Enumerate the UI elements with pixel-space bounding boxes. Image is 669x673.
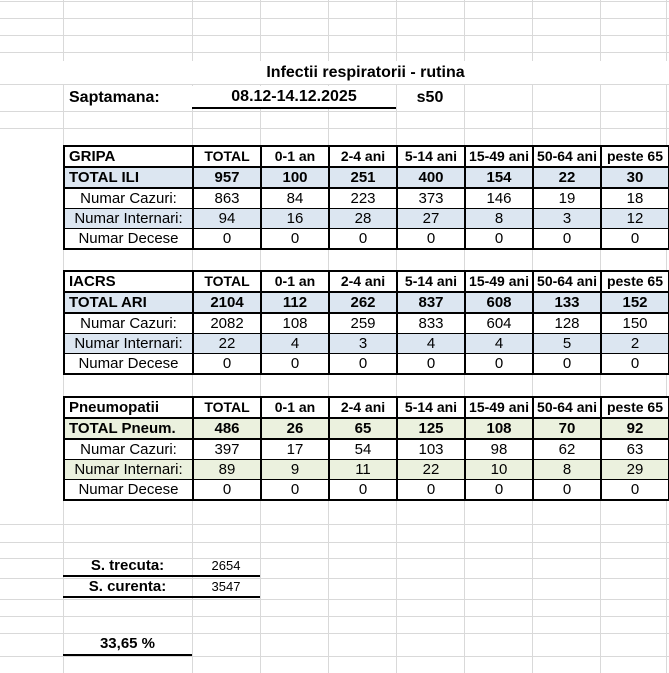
data-cell[interactable]: 22 bbox=[397, 460, 465, 480]
data-cell[interactable]: 259 bbox=[329, 313, 397, 334]
data-cell[interactable]: 2 bbox=[601, 334, 669, 354]
column-header-total[interactable]: TOTAL bbox=[193, 146, 261, 167]
row-label-numar-internari[interactable]: Numar Internari: bbox=[64, 460, 193, 480]
column-header-5-14-ani[interactable]: 5-14 ani bbox=[397, 271, 465, 292]
column-header-15-49-ani[interactable]: 15-49 ani bbox=[465, 146, 533, 167]
data-cell[interactable]: 0 bbox=[261, 354, 329, 375]
column-header-peste-65[interactable]: peste 65 bbox=[601, 397, 669, 418]
gridline bbox=[0, 128, 669, 129]
page-title: Infectii respiratorii - rutina bbox=[63, 61, 668, 84]
gridline bbox=[0, 616, 669, 617]
data-cell[interactable]: 27 bbox=[397, 209, 465, 229]
table-name-pneumopatii[interactable]: Pneumopatii bbox=[64, 397, 193, 418]
data-cell[interactable]: 12 bbox=[601, 209, 669, 229]
data-cell[interactable]: 0 bbox=[397, 229, 465, 250]
data-cell[interactable]: 152 bbox=[601, 292, 669, 313]
data-cell[interactable]: 98 bbox=[465, 439, 533, 460]
row-label-numar-decese[interactable]: Numar Decese bbox=[64, 229, 193, 250]
data-cell[interactable]: 16 bbox=[261, 209, 329, 229]
column-header-2-4-ani[interactable]: 2-4 ani bbox=[329, 397, 397, 418]
data-cell[interactable]: 0 bbox=[533, 480, 601, 501]
row-label-numar-internari[interactable]: Numar Internari: bbox=[64, 334, 193, 354]
column-header-0-1-an[interactable]: 0-1 an bbox=[261, 397, 329, 418]
data-cell[interactable]: 608 bbox=[465, 292, 533, 313]
iacrs-table bbox=[63, 270, 669, 375]
week-label: Saptamana: bbox=[66, 87, 163, 109]
data-cell[interactable]: 833 bbox=[397, 313, 465, 334]
gridline bbox=[0, 542, 669, 543]
current-week-label: S. curenta: bbox=[88, 578, 167, 595]
data-cell[interactable]: 17 bbox=[261, 439, 329, 460]
data-cell[interactable]: 0 bbox=[397, 480, 465, 501]
data-cell[interactable]: 54 bbox=[329, 439, 397, 460]
data-cell[interactable]: 30 bbox=[601, 167, 669, 188]
data-cell[interactable]: 397 bbox=[193, 439, 261, 460]
data-cell[interactable]: 3 bbox=[329, 334, 397, 354]
column-header-2-4-ani[interactable]: 2-4 ani bbox=[329, 271, 397, 292]
row-label-numar-cazuri[interactable]: Numar Cazuri: bbox=[64, 188, 193, 209]
data-cell[interactable]: 373 bbox=[397, 188, 465, 209]
data-cell[interactable]: 146 bbox=[465, 188, 533, 209]
gridline bbox=[0, 84, 669, 85]
column-header-15-49-ani[interactable]: 15-49 ani bbox=[465, 397, 533, 418]
row-label-numar-decese[interactable]: Numar Decese bbox=[64, 480, 193, 501]
data-cell[interactable]: 150 bbox=[601, 313, 669, 334]
column-header-50-64-ani[interactable]: 50-64 ani bbox=[533, 397, 601, 418]
data-cell[interactable]: 0 bbox=[193, 229, 261, 250]
data-cell[interactable]: 65 bbox=[329, 418, 397, 439]
data-cell[interactable]: 837 bbox=[397, 292, 465, 313]
row-label-numar-cazuri[interactable]: Numar Cazuri: bbox=[64, 313, 193, 334]
data-cell[interactable]: 11 bbox=[329, 460, 397, 480]
gridline bbox=[0, 1, 669, 2]
data-cell[interactable]: 0 bbox=[329, 229, 397, 250]
gridline bbox=[0, 18, 669, 19]
data-cell[interactable]: 62 bbox=[533, 439, 601, 460]
data-cell[interactable]: 10 bbox=[465, 460, 533, 480]
data-cell[interactable]: 100 bbox=[261, 167, 329, 188]
column-header-5-14-ani[interactable]: 5-14 ani bbox=[397, 397, 465, 418]
summary-row-current-week bbox=[63, 577, 260, 598]
data-cell[interactable]: 0 bbox=[601, 354, 669, 375]
data-cell[interactable]: 29 bbox=[601, 460, 669, 480]
percent-change-cell[interactable]: 33,65 % bbox=[63, 633, 192, 656]
data-cell[interactable]: 112 bbox=[261, 292, 329, 313]
current-week-value[interactable]: 3547 bbox=[211, 579, 241, 594]
data-cell[interactable]: 957 bbox=[193, 167, 261, 188]
data-cell[interactable]: 0 bbox=[329, 354, 397, 375]
data-cell[interactable]: 5 bbox=[533, 334, 601, 354]
data-cell[interactable]: 8 bbox=[533, 460, 601, 480]
row-label-total-ari[interactable]: TOTAL ARI bbox=[64, 292, 193, 313]
gridline bbox=[0, 599, 669, 600]
data-cell[interactable]: 63 bbox=[601, 439, 669, 460]
data-cell[interactable]: 125 bbox=[397, 418, 465, 439]
column-header-15-49-ani[interactable]: 15-49 ani bbox=[465, 271, 533, 292]
data-cell[interactable]: 22 bbox=[533, 167, 601, 188]
gridline bbox=[0, 656, 669, 657]
row-label-numar-internari[interactable]: Numar Internari: bbox=[64, 209, 193, 229]
data-cell[interactable]: 28 bbox=[329, 209, 397, 229]
data-cell[interactable]: 0 bbox=[533, 229, 601, 250]
data-cell[interactable]: 94 bbox=[193, 209, 261, 229]
row-label-numar-cazuri[interactable]: Numar Cazuri: bbox=[64, 439, 193, 460]
column-header-50-64-ani[interactable]: 50-64 ani bbox=[533, 271, 601, 292]
data-cell[interactable]: 0 bbox=[465, 480, 533, 501]
column-header-0-1-an[interactable]: 0-1 an bbox=[261, 146, 329, 167]
data-cell[interactable]: 863 bbox=[193, 188, 261, 209]
column-header-2-4-ani[interactable]: 2-4 ani bbox=[329, 146, 397, 167]
data-cell[interactable]: 0 bbox=[465, 229, 533, 250]
table-name-gripa[interactable]: GRIPA bbox=[64, 146, 193, 167]
week-code-cell[interactable]: s50 bbox=[416, 89, 444, 106]
summary-row-previous-week bbox=[63, 556, 260, 577]
data-cell[interactable]: 0 bbox=[193, 354, 261, 375]
gridline bbox=[0, 52, 669, 53]
data-cell[interactable]: 2104 bbox=[193, 292, 261, 313]
data-cell[interactable]: 22 bbox=[193, 334, 261, 354]
gridline bbox=[0, 35, 669, 36]
data-cell[interactable]: 9 bbox=[261, 460, 329, 480]
data-cell[interactable]: 133 bbox=[533, 292, 601, 313]
column-header-peste-65[interactable]: peste 65 bbox=[601, 271, 669, 292]
data-cell[interactable]: 89 bbox=[193, 460, 261, 480]
data-cell[interactable]: 4 bbox=[261, 334, 329, 354]
previous-week-label: S. trecuta: bbox=[90, 557, 165, 574]
gridline bbox=[0, 524, 669, 525]
data-cell[interactable]: 262 bbox=[329, 292, 397, 313]
data-cell[interactable]: 8 bbox=[465, 209, 533, 229]
column-header-5-14-ani[interactable]: 5-14 ani bbox=[397, 146, 465, 167]
data-cell[interactable]: 0 bbox=[533, 354, 601, 375]
data-cell[interactable]: 486 bbox=[193, 418, 261, 439]
data-cell[interactable]: 84 bbox=[261, 188, 329, 209]
data-cell[interactable]: 0 bbox=[261, 480, 329, 501]
data-cell[interactable]: 0 bbox=[329, 480, 397, 501]
data-cell[interactable]: 18 bbox=[601, 188, 669, 209]
pneumopatii-table bbox=[63, 396, 669, 501]
data-cell[interactable]: 2082 bbox=[193, 313, 261, 334]
data-cell[interactable]: 26 bbox=[261, 418, 329, 439]
previous-week-value[interactable]: 2654 bbox=[211, 558, 241, 573]
data-cell[interactable]: 92 bbox=[601, 418, 669, 439]
row-label-total-ili[interactable]: TOTAL ILI bbox=[64, 167, 193, 188]
data-cell[interactable]: 0 bbox=[193, 480, 261, 501]
table-name-iacrs[interactable]: IACRS bbox=[64, 271, 193, 292]
gripa-table bbox=[63, 145, 669, 250]
data-cell[interactable]: 4 bbox=[465, 334, 533, 354]
data-cell[interactable]: 103 bbox=[397, 439, 465, 460]
data-cell[interactable]: 0 bbox=[261, 229, 329, 250]
row-label-total-pneum[interactable]: TOTAL Pneum. bbox=[64, 418, 193, 439]
data-cell[interactable]: 0 bbox=[397, 354, 465, 375]
data-cell[interactable]: 3 bbox=[533, 209, 601, 229]
week-range-cell[interactable]: 08.12-14.12.2025 bbox=[192, 86, 396, 109]
data-cell[interactable]: 400 bbox=[397, 167, 465, 188]
data-cell[interactable]: 0 bbox=[465, 354, 533, 375]
data-cell[interactable]: 223 bbox=[329, 188, 397, 209]
column-header-0-1-an[interactable]: 0-1 an bbox=[261, 271, 329, 292]
column-header-total[interactable]: TOTAL bbox=[193, 397, 261, 418]
data-cell[interactable]: 251 bbox=[329, 167, 397, 188]
column-header-50-64-ani[interactable]: 50-64 ani bbox=[533, 146, 601, 167]
data-cell[interactable]: 0 bbox=[601, 480, 669, 501]
data-cell[interactable]: 154 bbox=[465, 167, 533, 188]
row-label-numar-decese[interactable]: Numar Decese bbox=[64, 354, 193, 375]
column-header-total[interactable]: TOTAL bbox=[193, 271, 261, 292]
data-cell[interactable]: 19 bbox=[533, 188, 601, 209]
column-header-peste-65[interactable]: peste 65 bbox=[601, 146, 669, 167]
data-cell[interactable]: 4 bbox=[397, 334, 465, 354]
data-cell[interactable]: 108 bbox=[261, 313, 329, 334]
data-cell[interactable]: 70 bbox=[533, 418, 601, 439]
data-cell[interactable]: 604 bbox=[465, 313, 533, 334]
data-cell[interactable]: 108 bbox=[465, 418, 533, 439]
data-cell[interactable]: 0 bbox=[601, 229, 669, 250]
gridline bbox=[0, 111, 669, 112]
data-cell[interactable]: 128 bbox=[533, 313, 601, 334]
